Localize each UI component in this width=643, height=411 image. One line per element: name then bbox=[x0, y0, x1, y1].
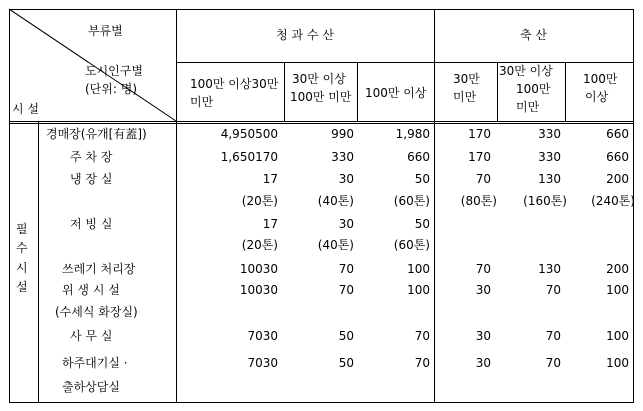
cell-r7-c6: 100 bbox=[606, 356, 629, 370]
row-name-waiting-room: 하주대기실 · bbox=[62, 356, 128, 370]
cell-r1-c3: 660 bbox=[407, 150, 430, 164]
cell-r2-c2-sub: (40톤) bbox=[317, 194, 354, 208]
city-population-label: 도시인구별 bbox=[85, 64, 143, 78]
cell-r6-c5: 70 bbox=[545, 329, 561, 343]
cell-r4-c3: 100 bbox=[407, 262, 430, 276]
col-header-2-line1: 30만 이상 bbox=[292, 72, 346, 86]
cell-r2-c3: 50 bbox=[414, 172, 430, 186]
cell-r0-c5: 330 bbox=[538, 127, 561, 141]
cell-r2-c6: 200 bbox=[606, 172, 629, 186]
row-name-cold-storage: 냉 장 실 bbox=[70, 172, 113, 186]
cell-r7-c2: 50 bbox=[338, 356, 354, 370]
cell-r5-c3: 100 bbox=[407, 283, 430, 297]
cell-r3-c2-sub: (40톤) bbox=[317, 238, 354, 252]
row-name-waiting-room-sub: 출하상담실 bbox=[62, 380, 120, 394]
col-header-2-line2: 100만 미만 bbox=[290, 90, 352, 104]
cell-r5-c4: 30 bbox=[475, 283, 491, 297]
row-name-office: 사 무 실 bbox=[70, 329, 113, 343]
category-label: 부류별 bbox=[88, 24, 123, 38]
cell-r1-c2: 330 bbox=[331, 150, 354, 164]
cell-r3-c2: 30 bbox=[338, 217, 354, 231]
cell-r1-c1: 1,650170 bbox=[220, 150, 278, 164]
col-header-1-line1: 100만 이상30만 bbox=[190, 77, 279, 91]
row-name-auction-hall: 경매장(유개[有蓋]) bbox=[46, 127, 147, 141]
cell-r2-c4-sub: (80톤) bbox=[460, 194, 497, 208]
cell-r6-c6: 100 bbox=[606, 329, 629, 343]
cell-r1-c6: 660 bbox=[606, 150, 629, 164]
cell-r3-c1-sub: (20톤) bbox=[241, 238, 278, 252]
cell-r4-c2: 70 bbox=[338, 262, 354, 276]
col-divider-4 bbox=[497, 62, 498, 122]
side-label-divider bbox=[38, 122, 39, 403]
cell-r5-c1: 10030 bbox=[239, 283, 278, 297]
cell-r0-c1: 4,950500 bbox=[220, 127, 278, 141]
col-divider-1 bbox=[284, 62, 285, 122]
col-header-5-line3: 미만 bbox=[516, 100, 540, 114]
col-divider-5 bbox=[565, 62, 566, 122]
unit-label: (단위: 명) bbox=[85, 82, 137, 96]
cell-r7-c3: 70 bbox=[414, 356, 430, 370]
col-header-5-line1: 30만 이상 bbox=[499, 64, 553, 78]
cell-r7-c4: 30 bbox=[475, 356, 491, 370]
cell-r7-c5: 70 bbox=[545, 356, 561, 370]
table-border-top bbox=[9, 9, 634, 10]
col-header-4-line1: 30만 bbox=[453, 72, 480, 86]
cell-r2-c5-sub: (160톤) bbox=[523, 194, 567, 208]
cell-r4-c5: 130 bbox=[538, 262, 561, 276]
cell-r6-c4: 30 bbox=[475, 329, 491, 343]
cell-r6-c3: 70 bbox=[414, 329, 430, 343]
cell-r1-c4: 170 bbox=[468, 150, 491, 164]
side-label-char-1: 필 bbox=[16, 222, 28, 236]
cell-r2-c3-sub: (60톤) bbox=[393, 194, 430, 208]
cell-r4-c1: 10030 bbox=[239, 262, 278, 276]
side-label-char-4: 설 bbox=[16, 280, 28, 294]
side-label-char-3: 시 bbox=[16, 261, 28, 275]
cell-r5-c6: 100 bbox=[606, 283, 629, 297]
facility-label: 시 설 bbox=[12, 102, 39, 116]
cell-r2-c5: 130 bbox=[538, 172, 561, 186]
table-border-left bbox=[9, 9, 10, 403]
table-border-bottom bbox=[9, 402, 634, 403]
cell-r3-c3-sub: (60톤) bbox=[393, 238, 430, 252]
header-bottom-line bbox=[9, 121, 634, 122]
cell-r5-c5: 70 bbox=[545, 283, 561, 297]
cell-r2-c2: 30 bbox=[338, 172, 354, 186]
row-name-sanitary: 위 생 시 설 bbox=[62, 283, 120, 297]
row-name-parking: 주 차 장 bbox=[70, 150, 113, 164]
row-name-sanitary-sub: (수세식 화장실) bbox=[55, 305, 138, 319]
cell-r3-c1: 17 bbox=[262, 217, 278, 231]
side-label-char-2: 수 bbox=[16, 241, 28, 255]
row-name-waste-facility: 쓰레기 처리장 bbox=[62, 262, 136, 276]
cell-r2-c1: 17 bbox=[262, 172, 278, 186]
col-header-4-line2: 미만 bbox=[453, 90, 477, 104]
col-header-6-line1: 100만 bbox=[583, 72, 618, 86]
cell-r2-c4: 70 bbox=[475, 172, 491, 186]
cell-r0-c3: 1,980 bbox=[395, 127, 430, 141]
col-header-1-line2: 미만 bbox=[190, 95, 214, 109]
col-header-3: 100만 이상 bbox=[365, 86, 427, 100]
cell-r0-c4: 170 bbox=[468, 127, 491, 141]
cell-r1-c5: 330 bbox=[538, 150, 561, 164]
cell-r7-c1: 7030 bbox=[247, 356, 278, 370]
row-name-ice-storage: 저 빙 실 bbox=[70, 217, 113, 231]
group-header-produce: 청 과 수 산 bbox=[276, 28, 334, 42]
col-header-6-line2: 이상 bbox=[585, 90, 609, 104]
cell-r2-c6-sub: (240톤) bbox=[591, 194, 635, 208]
cell-r0-c6: 660 bbox=[606, 127, 629, 141]
cell-r3-c3: 50 bbox=[414, 217, 430, 231]
cell-r4-c4: 70 bbox=[475, 262, 491, 276]
cell-r4-c6: 200 bbox=[606, 262, 629, 276]
col-divider-2 bbox=[357, 62, 358, 122]
col-header-5-line2: 100만 bbox=[516, 82, 551, 96]
cell-r2-c1-sub: (20톤) bbox=[241, 194, 278, 208]
group-divider bbox=[434, 9, 435, 403]
cell-r0-c2: 990 bbox=[331, 127, 354, 141]
cell-r5-c2: 70 bbox=[338, 283, 354, 297]
name-column-divider bbox=[176, 9, 177, 403]
group-header-livestock: 축 산 bbox=[520, 28, 547, 42]
header-bottom-double-line bbox=[9, 123, 634, 124]
cell-r6-c2: 50 bbox=[338, 329, 354, 343]
cell-r6-c1: 7030 bbox=[247, 329, 278, 343]
